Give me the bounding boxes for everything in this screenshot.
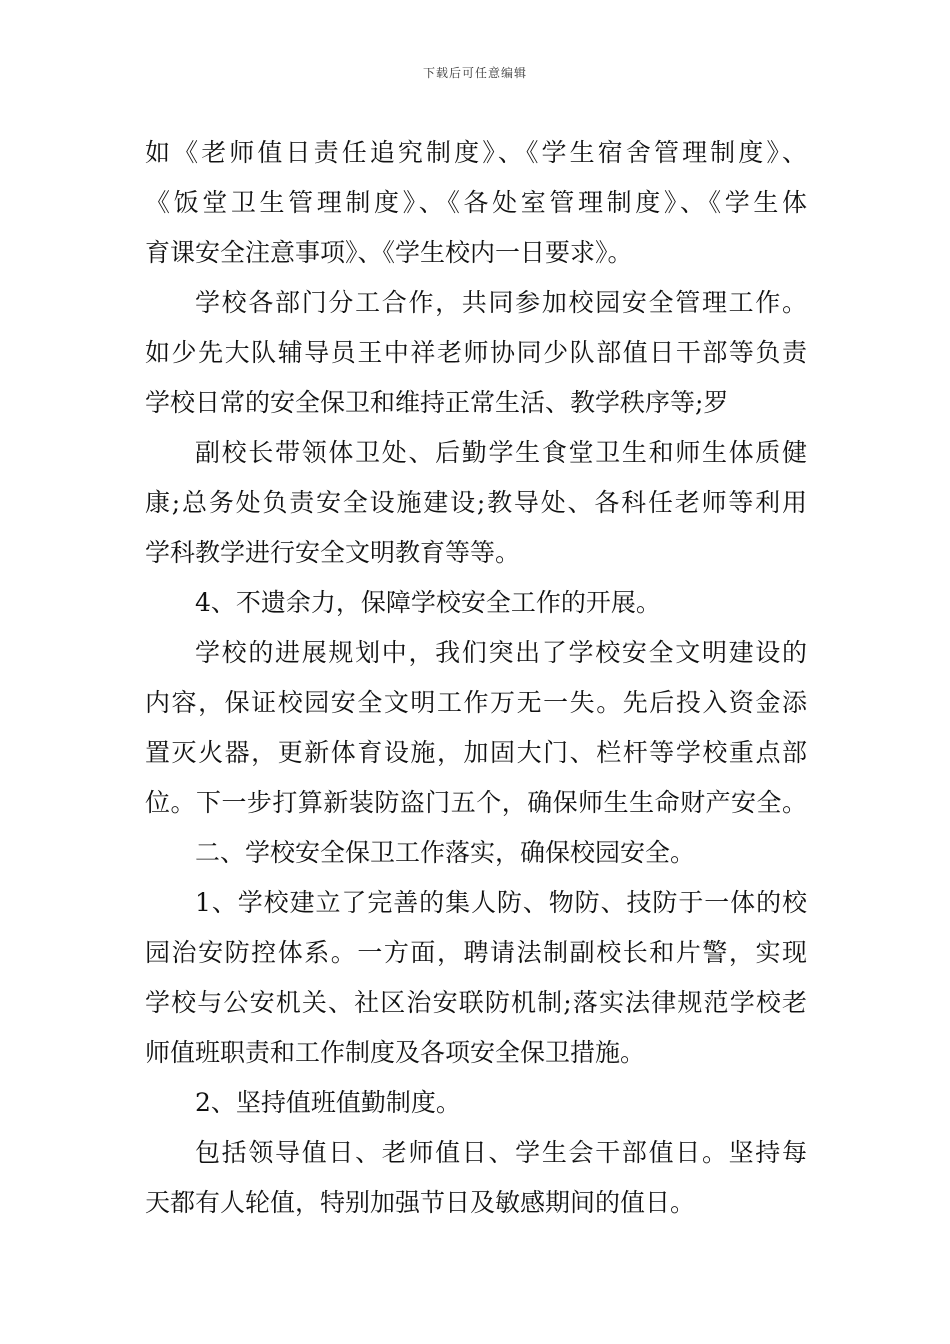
text-line: 园治安防控体系。一方面，聘请法制副校长和片警，实现 <box>145 938 807 967</box>
text-line: 育课安全注意事项》、《学生校内一日要求》。 <box>145 238 633 267</box>
text-line: 二、学校安全保卫工作落实，确保校园安全。 <box>195 838 696 867</box>
document-body <box>145 128 807 1228</box>
text-line: 康;总务处负责安全设施建设;教导处、各科任老师等利用 <box>145 488 807 517</box>
text-line: 天都有人轮值，特别加强节日及敏感期间的值日。 <box>145 1188 696 1217</box>
text-line: 位。下一步打算新装防盗门五个，确保师生生命财产安全。 <box>145 788 807 817</box>
text-line: 置灭火器，更新体育设施，加固大门、栏杆等学校重点部 <box>145 738 807 767</box>
header-note: 下载后可任意编辑 <box>422 66 527 80</box>
text-line: 《饭堂卫生管理制度》、《各处室管理制度》、《学生体 <box>145 188 807 217</box>
text-line: 内容，保证校园安全文明工作万无一失。先后投入资金添 <box>145 688 807 717</box>
text-line: 学科教学进行安全文明教育等等。 <box>145 538 521 567</box>
text-line: 2、坚持值班值勤制度。 <box>195 1088 461 1117</box>
text-line: 如少先大队辅导员王中祥老师协同少队部值日干部等负责 <box>145 338 807 367</box>
text-line: 4、不遗余力，保障学校安全工作的开展。 <box>195 588 661 617</box>
text-line: 学校的进展规划中，我们突出了学校安全文明建设的 <box>195 638 807 667</box>
text-line: 学校日常的安全保卫和维持正常生活、教学秩序等;罗 <box>145 388 729 417</box>
text-line: 如《老师值日责任追究制度》、《学生宿舍管理制度》、 <box>145 138 807 167</box>
text-line: 学校与公安机关、社区治安联防机制;落实法律规范学校老 <box>145 988 807 1017</box>
text-line: 1、学校建立了完善的集人防、物防、技防于一体的校 <box>195 888 807 917</box>
text-line: 包括领导值日、老师值日、学生会干部值日。坚持每 <box>195 1138 807 1167</box>
text-line: 副校长带领体卫处、后勤学生食堂卫生和师生体质健 <box>195 438 807 467</box>
text-line: 师值班职责和工作制度及各项安全保卫措施。 <box>145 1038 646 1067</box>
text-line: 学校各部门分工合作，共同参加校园安全管理工作。 <box>195 288 807 317</box>
